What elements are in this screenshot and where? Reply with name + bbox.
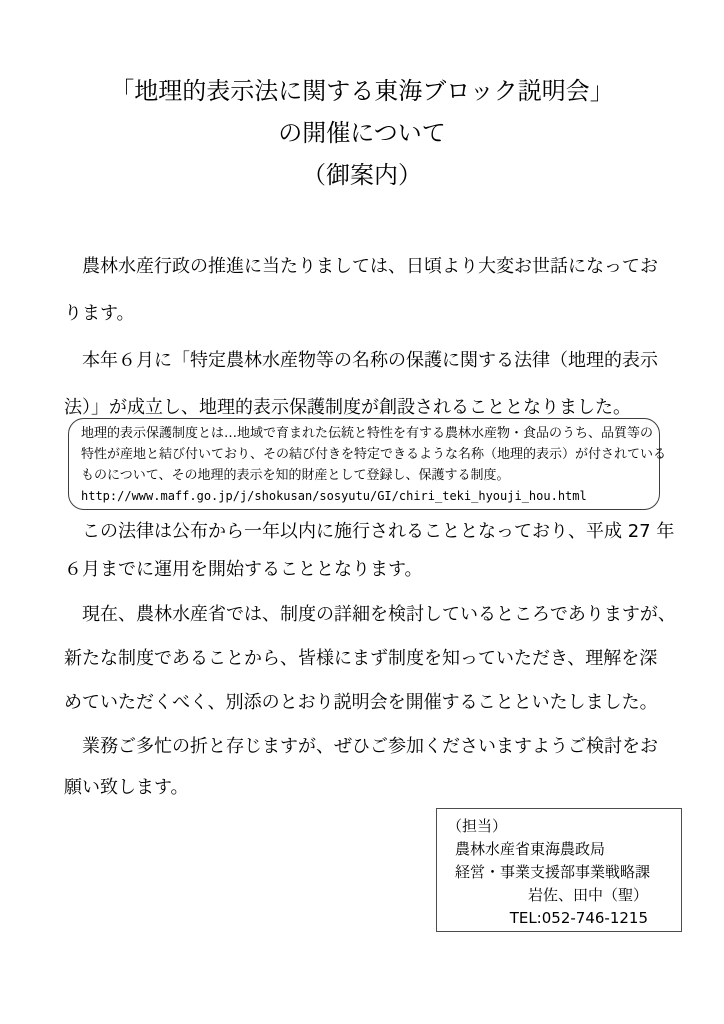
body-line: 願い致します。 <box>64 777 189 798</box>
body-line: 業務ご多忙の折と存じますが、ぜひご参加くださいますようご検討をお <box>64 736 658 757</box>
contact-box <box>436 808 682 932</box>
body-line: 現在、農林水産省では、制度の詳細を検討しているところでありますが、 <box>64 604 676 625</box>
info-box-line: 地理的表示保護制度とは…地域で育まれた伝統と特性を有する農林水産物・食品のうち、品質等の <box>81 426 654 441</box>
contact-persons: 岩佐、田中（聖） <box>527 886 648 904</box>
body-line: ６月までに運用を開始することとなります。 <box>64 559 423 580</box>
body-line: 法）」が成立し、地理的表示保護制度が創設されることとなりました。 <box>64 397 631 418</box>
body-line: ります。 <box>64 303 135 324</box>
body-line: 農林水産行政の推進に当たりましては、日頃より大変お世話になってお <box>64 256 658 277</box>
info-box-line: 特性が産地と結び付いており、その結び付きを特定できるような名称（地理的表示）が付されている <box>81 447 667 462</box>
contact-label: （担当） <box>447 817 508 835</box>
contact-org: 農林水産省東海農政局 <box>455 840 606 858</box>
contact-tel: TEL:052-746-1215 <box>509 909 648 927</box>
title-line-1: 「地理的表示法に関する東海ブロック説明会」 <box>110 77 614 105</box>
body-line: この法律は公布から一年以内に施行されることとなっており、平成 27 年 <box>64 521 675 542</box>
title-line-3: （御案内） <box>302 161 422 189</box>
body-line: 本年６月に「特定農林水産物等の名称の保護に関する法律（地理的表示 <box>64 350 658 371</box>
body-line: めていただくべく、別添のとおり説明会を開催することといたしました。 <box>64 692 658 713</box>
info-box-line: ものについて、その地理的表示を知的財産として登録し、保護する制度。 <box>81 468 510 483</box>
contact-dept: 経営・事業支援部事業戦略課 <box>455 863 651 881</box>
info-box <box>68 418 667 510</box>
body-line: 新たな制度であることから、皆様にまず制度を知っていただき、理解を深 <box>64 648 658 669</box>
title-line-2: の開催について <box>278 119 446 147</box>
info-box-url: http://www.maff.go.jp/j/shokusan/sosyutu/GI/chiri_teki_hyouji_hou.html <box>81 489 587 503</box>
